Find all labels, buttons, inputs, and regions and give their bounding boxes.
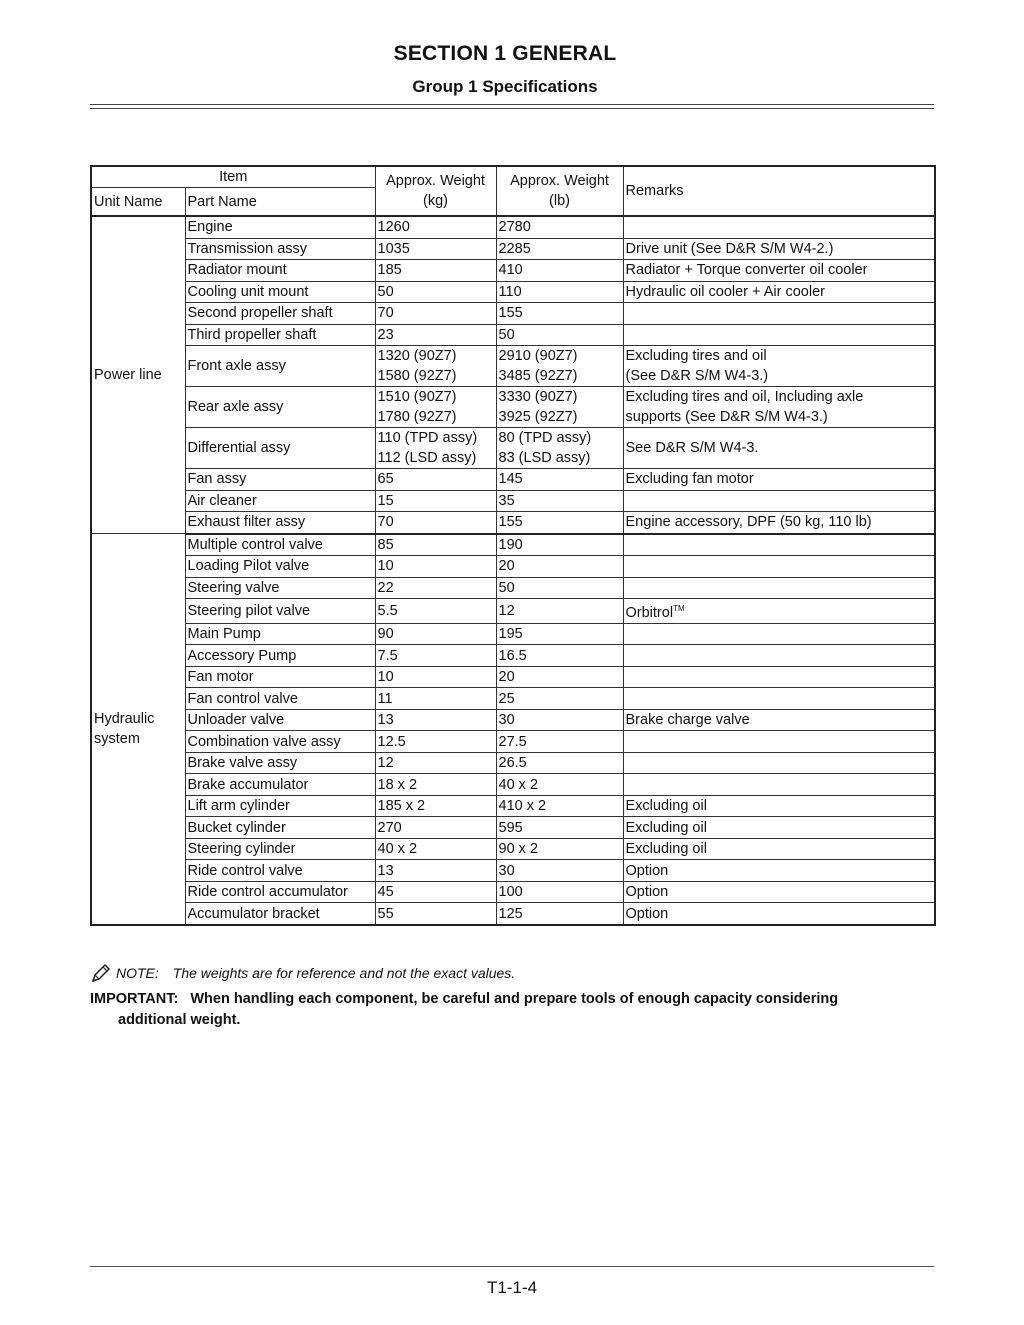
part-name-cell [185,623,375,645]
weight-lb-cell [496,260,623,282]
remarks-cell [623,577,935,599]
weight-lb-cell-text: 145 [498,471,523,488]
part-name-cell [185,599,375,624]
remarks-cell-text: Radiator + Torque converter oil cooler [625,262,868,279]
weight-kg-cell [375,303,496,325]
part-name-cell [185,731,375,753]
part-name-cell-text: Rear axle assy [187,399,284,415]
weight-kg-cell-text: 1510 (90Z7) 1780 (92Z7) [377,389,457,425]
remarks-cell [623,709,935,731]
weight-lb-cell-text: 3330 (90Z7) 3925 (92Z7) [498,389,578,425]
weight-kg-cell [375,324,496,346]
remarks-cell-text: Excluding tires and oil, Including axle supports (See D&R S/M W4-3.) [625,389,864,425]
table-row [91,216,935,238]
specifications-table [90,165,936,926]
part-name-cell-text: Steering pilot valve [187,602,311,619]
weight-kg-cell [375,490,496,512]
important-notice [90,989,920,1031]
part-name-cell [185,666,375,688]
part-name-cell [185,881,375,903]
table-row [91,534,935,556]
header-weight-kg: Approx. Weight (kg) [375,166,496,216]
table-row [91,623,935,645]
weight-kg-cell [375,774,496,796]
weight-lb-cell [496,512,623,534]
weight-lb-cell-text: 40 x 2 [498,776,539,793]
weight-lb-cell [496,709,623,731]
table-row [91,645,935,667]
weight-lb-cell [496,556,623,578]
remarks-cell [623,666,935,688]
weight-lb-cell-text: 90 x 2 [498,841,539,858]
weight-lb-cell-text: 410 [498,262,523,279]
weight-kg-cell [375,881,496,903]
weight-lb-cell-text: 16.5 [498,647,527,664]
weight-lb-cell [496,860,623,882]
remarks-cell-text: Option [625,884,669,901]
remarks-cell-text: Hydraulic oil cooler + Air cooler [625,283,825,300]
weight-kg-cell [375,817,496,839]
table-row [91,238,935,260]
weight-lb-cell-text: 12 [498,602,515,619]
important-label: IMPORTANT: [90,991,179,1007]
weight-lb-cell [496,346,623,387]
weight-kg-cell-text: 110 (TPD assy) 112 (LSD assy) [377,430,478,466]
weight-kg-cell-text: 10 [377,669,394,686]
weight-lb-cell-text: 35 [498,492,515,509]
remarks-cell [623,752,935,774]
weight-kg-cell [375,238,496,260]
weight-lb-cell-text: 410 x 2 [498,798,547,815]
remarks-cell-text: Excluding oil [625,798,707,815]
weight-lb-cell [496,666,623,688]
weight-kg-cell-text: 65 [377,471,394,488]
weight-lb-cell [496,490,623,512]
part-name-cell-text: Differential assy [187,440,291,456]
table-row [91,490,935,512]
part-name-cell [185,903,375,925]
table-row [91,346,935,387]
weight-kg-cell [375,260,496,282]
remarks-cell [623,512,935,534]
weight-kg-cell [375,216,496,238]
weight-lb-cell-text: 30 [498,712,515,729]
part-name-cell [185,303,375,325]
table-row [91,281,935,303]
weight-lb-cell [496,838,623,860]
table-row [91,260,935,282]
part-name-cell-text: Air cleaner [187,492,257,509]
remarks-cell [623,428,935,469]
weight-kg-cell [375,599,496,624]
weight-lb-cell [496,577,623,599]
weight-lb-cell-text: 2780 [498,219,531,236]
part-name-cell-text: Third propeller shaft [187,326,317,343]
weight-kg-cell-text: 45 [377,884,394,901]
weight-kg-cell [375,469,496,491]
part-name-cell [185,577,375,599]
weight-kg-cell-text: 12.5 [377,733,406,750]
section-title: SECTION 1 GENERAL [393,42,617,65]
group-title: Group 1 Specifications [412,77,598,96]
remarks-cell-text: Drive unit (See D&R S/M W4-2.) [625,240,834,257]
weight-kg-cell-text: 40 x 2 [377,841,418,858]
part-name-cell-text: Second propeller shaft [187,305,333,322]
weight-kg-cell [375,752,496,774]
weight-kg-cell [375,838,496,860]
weight-kg-cell-text: 18 x 2 [377,776,418,793]
weight-kg-cell-text: 185 x 2 [377,798,426,815]
weight-lb-cell-text: 595 [498,819,523,836]
note-text: The weights are for reference and not the exact values. [172,965,516,981]
part-name-cell-text: Loading Pilot valve [187,558,310,575]
weight-kg-cell-text: 50 [377,283,394,300]
weight-lb-cell [496,817,623,839]
part-name-cell [185,645,375,667]
weight-lb-cell-text: 30 [498,862,515,879]
weight-kg-cell [375,795,496,817]
pencil-icon [90,962,112,984]
remarks-cell-text: Engine accessory, DPF (50 kg, 110 lb) [625,514,872,531]
weight-kg-cell [375,666,496,688]
weight-lb-cell-text: 27.5 [498,733,527,750]
table-row [91,666,935,688]
weight-kg-cell-text: 10 [377,558,394,575]
unit-name-cell: Hydraulic system [91,534,185,925]
remarks-cell-text: Option [625,862,669,879]
weight-kg-cell [375,534,496,556]
part-name-cell-text: Unloader valve [187,712,285,729]
important-text-line2: additional weight. [118,1012,241,1028]
weight-lb-cell-text: 110 [498,283,522,300]
part-name-cell [185,281,375,303]
part-name-cell-text: Main Pump [187,626,261,643]
weight-kg-cell [375,688,496,710]
remarks-cell [623,688,935,710]
remarks-cell [623,838,935,860]
part-name-cell-text: Brake valve assy [187,755,298,772]
part-name-cell [185,795,375,817]
table-row [91,599,935,624]
weight-lb-cell-text: 195 [498,626,523,643]
weight-lb-cell [496,534,623,556]
weight-kg-cell [375,556,496,578]
table-row [91,428,935,469]
part-name-cell [185,346,375,387]
weight-kg-cell-text: 70 [377,514,394,531]
weight-kg-cell-text: 5.5 [377,602,398,619]
weight-lb-cell [496,469,623,491]
part-name-cell-text: Lift arm cylinder [187,798,290,815]
footer-divider [90,1266,934,1267]
remarks-cell [623,903,935,925]
note [90,962,515,984]
part-name-cell-text: Accumulator bracket [187,905,320,922]
header-part-name: Part Name [185,188,375,217]
remarks-cell [623,860,935,882]
weight-lb-cell-text: 26.5 [498,755,527,772]
part-name-cell-text: Engine [187,219,233,236]
table-row [91,881,935,903]
part-name-cell [185,387,375,428]
weight-lb-cell-text: 50 [498,579,515,596]
weight-lb-cell-text: 50 [498,326,515,343]
part-name-cell [185,260,375,282]
remarks-cell [623,731,935,753]
weight-kg-cell-text: 270 [377,819,402,836]
table-row [91,731,935,753]
part-name-cell [185,324,375,346]
part-name-cell-text: Fan assy [187,471,247,488]
remarks-cell [623,817,935,839]
header-item: Item [91,166,375,188]
weight-lb-cell [496,903,623,925]
table-row [91,303,935,325]
part-name-cell [185,216,375,238]
remarks-cell [623,324,935,346]
table-row [91,860,935,882]
weight-kg-cell [375,623,496,645]
weight-kg-cell-text: 13 [377,862,394,879]
remarks-cell [623,387,935,428]
remarks-cell [623,534,935,556]
weight-lb-cell-text: 100 [498,884,523,901]
weight-kg-cell-text: 185 [377,262,402,279]
part-name-cell [185,238,375,260]
remarks-cell [623,490,935,512]
table-row [91,817,935,839]
part-name-cell-text: Radiator mount [187,262,287,279]
remarks-cell [623,469,935,491]
weight-lb-cell [496,303,623,325]
part-name-cell [185,774,375,796]
weight-lb-cell [496,281,623,303]
table-row [91,469,935,491]
header-remarks: Remarks [623,166,935,216]
part-name-cell-text: Multiple control valve [187,536,323,553]
remarks-cell [623,645,935,667]
unit-name-cell: Power line [91,216,185,534]
part-name-cell-text: Fan motor [187,669,254,686]
weight-kg-cell-text: 90 [377,626,394,643]
weight-kg-cell-text: 22 [377,579,394,596]
remarks-cell [623,881,935,903]
weight-kg-cell [375,709,496,731]
part-name-cell-text: Ride control valve [187,862,303,879]
header-divider [90,104,934,109]
header-unit-name: Unit Name [91,188,185,217]
table-row [91,752,935,774]
part-name-cell-text: Accessory Pump [187,647,297,664]
part-name-cell-text: Combination valve assy [187,733,341,750]
table-row [91,838,935,860]
part-name-cell-text: Brake accumulator [187,776,309,793]
trademark-superscript: TM [673,604,685,613]
part-name-cell [185,469,375,491]
part-name-cell-text: Steering cylinder [187,841,296,858]
weight-kg-cell [375,577,496,599]
table-row [91,795,935,817]
table-header [91,166,935,216]
weight-kg-cell-text: 1260 [377,219,410,236]
table-row [91,324,935,346]
weight-kg-cell-text: 1320 (90Z7) 1580 (92Z7) [377,348,457,384]
remarks-cell-text: See D&R S/M W4-3. [625,440,759,456]
weight-lb-cell [496,752,623,774]
part-name-cell [185,709,375,731]
table-body [91,216,935,925]
weight-kg-cell [375,645,496,667]
part-name-cell [185,688,375,710]
weight-lb-cell [496,774,623,796]
remarks-cell [623,303,935,325]
table-row [91,903,935,925]
remarks-cell-text: Option [625,905,669,922]
weight-kg-cell-text: 70 [377,305,394,322]
part-name-cell-text: Transmission assy [187,240,308,257]
weight-lb-cell-text: 155 [498,514,523,531]
weight-lb-cell [496,731,623,753]
part-name-cell-text: Cooling unit mount [187,283,309,300]
remarks-cell [623,623,935,645]
weight-kg-cell-text: 85 [377,536,394,553]
header-weight-lb: Approx. Weight (lb) [496,166,623,216]
weight-kg-cell-text: 15 [377,492,394,509]
table-row [91,774,935,796]
remarks-cell [623,556,935,578]
weight-lb-cell [496,238,623,260]
remarks-cell-text: Excluding oil [625,841,707,858]
remarks-cell [623,795,935,817]
part-name-cell [185,817,375,839]
part-name-cell-text: Steering valve [187,579,280,596]
weight-kg-cell [375,512,496,534]
table-row [91,688,935,710]
weight-lb-cell-text: 125 [498,905,523,922]
remarks-cell-text: Excluding tires and oil (See D&R S/M W4-3.) [625,348,769,384]
weight-lb-cell-text: 2285 [498,240,531,257]
part-name-cell [185,556,375,578]
remarks-cell-text: Excluding fan motor [625,471,754,488]
weight-lb-cell-text: 80 (TPD assy) 83 (LSD assy) [498,430,592,466]
weight-kg-cell [375,387,496,428]
page-number: T1-1-4 [486,1278,538,1297]
table-row [91,577,935,599]
weight-kg-cell [375,428,496,469]
note-label: NOTE: [116,965,159,981]
weight-kg-cell [375,281,496,303]
remarks-cell [623,774,935,796]
part-name-cell [185,512,375,534]
weight-kg-cell-text: 23 [377,326,394,343]
part-name-cell [185,838,375,860]
remarks-cell-text: Excluding oil [625,819,707,836]
remarks-cell [623,216,935,238]
weight-kg-cell [375,731,496,753]
part-name-cell-text: Ride control accumulator [187,884,348,901]
weight-kg-cell-text: 55 [377,905,394,922]
important-text-line1: When handling each component, be careful and prepare tools of enough capacity considering [190,991,839,1007]
table-row [91,387,935,428]
weight-kg-cell [375,860,496,882]
part-name-cell-text: Bucket cylinder [187,819,286,836]
weight-lb-cell [496,324,623,346]
part-name-cell [185,428,375,469]
remarks-cell [623,346,935,387]
remarks-cell-text: Brake charge valve [625,712,750,729]
weight-kg-cell [375,346,496,387]
weight-lb-cell [496,623,623,645]
part-name-cell-text: Fan control valve [187,690,298,707]
weight-kg-cell-text: 1035 [377,240,410,257]
weight-lb-cell-text: 25 [498,690,515,707]
weight-lb-cell-text: 155 [498,305,523,322]
table-row [91,556,935,578]
table-row [91,709,935,731]
part-name-cell [185,752,375,774]
weight-lb-cell [496,599,623,624]
weight-lb-cell [496,216,623,238]
weight-lb-cell-text: 2910 (90Z7) 3485 (92Z7) [498,348,578,384]
remarks-cell-text: Orbitrol [625,604,674,621]
weight-kg-cell-text: 7.5 [377,647,398,664]
weight-kg-cell [375,903,496,925]
part-name-cell [185,490,375,512]
weight-kg-cell-text: 11 [377,690,393,707]
part-name-cell-text: Front axle assy [187,358,286,374]
weight-lb-cell-text: 20 [498,669,515,686]
weight-lb-cell-text: 20 [498,558,515,575]
weight-lb-cell-text: 190 [498,536,523,553]
remarks-cell [623,238,935,260]
part-name-cell [185,860,375,882]
weight-kg-cell-text: 13 [377,712,394,729]
weight-lb-cell [496,795,623,817]
table-row [91,512,935,534]
remarks-cell [623,281,935,303]
weight-lb-cell [496,688,623,710]
weight-lb-cell [496,428,623,469]
weight-kg-cell-text: 12 [377,755,394,772]
weight-lb-cell [496,645,623,667]
remarks-cell [623,599,935,624]
weight-lb-cell [496,881,623,903]
weight-lb-cell [496,387,623,428]
part-name-cell [185,534,375,556]
part-name-cell-text: Exhaust filter assy [187,514,306,531]
remarks-cell [623,260,935,282]
